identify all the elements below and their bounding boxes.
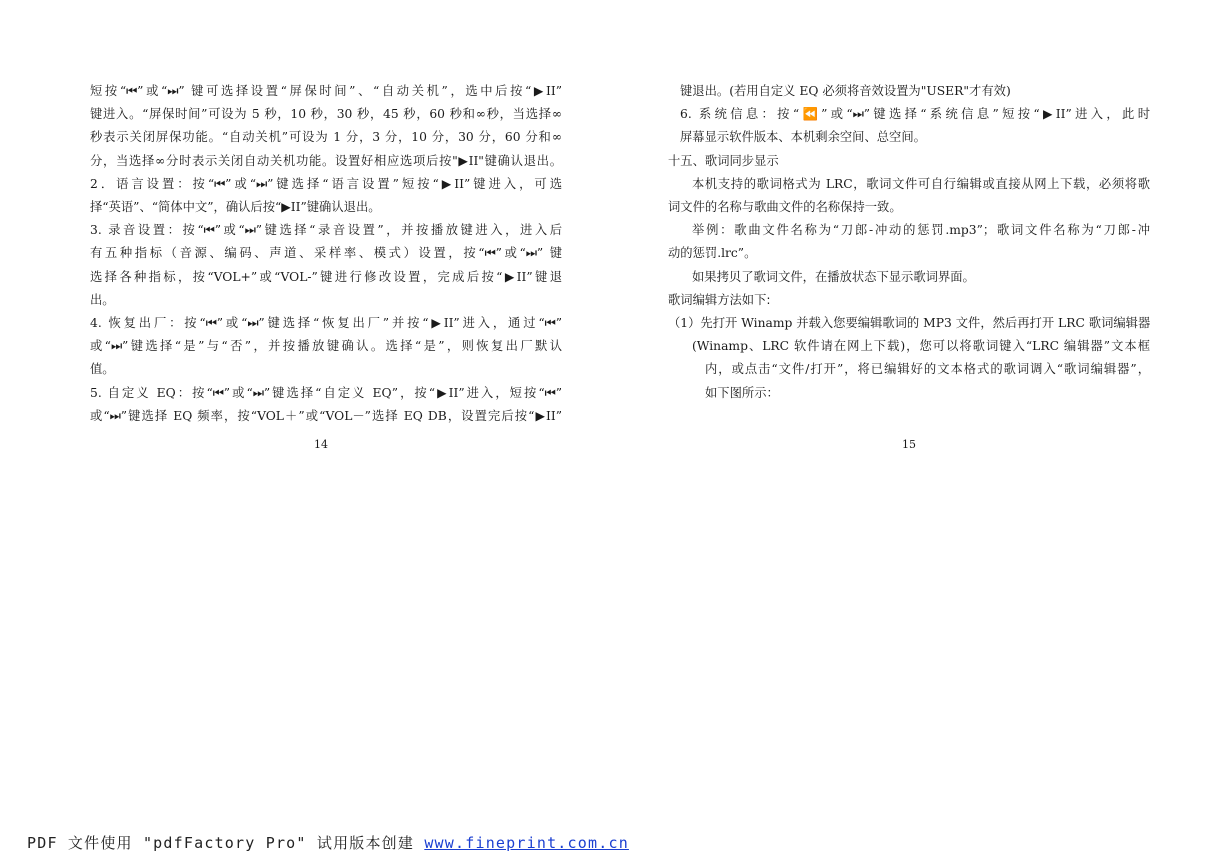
text-line: 如下图所示： [705,385,779,400]
text-line: 6. 系统信息：按“⏪”或“⏭”键选择“系统信息”短按“▶II”进入，此时 [680,107,1150,122]
text-line: （1）先打开 Winamp 并载入您要编辑歌词的 MP3 文件，然后再打开 LRC 歌词编辑器 [668,316,1150,331]
text-line: 屏幕显示软件版本、本机剩余空间、总空间。 [680,130,926,145]
text-line: 3. 录音设置：按“⏮”或“⏭”键选择“录音设置”，并按播放键进入，进入后 [90,223,562,238]
text-line: 5. 自定义 EQ：按“⏮”或“⏭”键选择“自定义 EQ”，按“▶II”进入，短按“⏮” [90,385,562,400]
text-line: 出。 [90,292,115,307]
text-line: 值。 [90,362,115,377]
text-line: 本机支持的歌词格式为 LRC，歌词文件可自行编辑或直接从网上下载，必须将歌 [692,176,1150,191]
section-heading: 十五、歌词同步显示 [668,153,779,168]
text-line: (Winamp、LRC 软件请在网上下载)，您可以将歌词键入“LRC 编辑器”文本框 [692,339,1150,354]
text-line: 键退出。(若用自定义 EQ 必须将音效设置为"USER"才有效) [680,84,1011,98]
text-line: 秒表示关闭屏保功能。“自动关机”可设为 1 分，3 分，10 分，30 分，60 分和∞ [90,130,562,145]
pdf-watermark-footer [27,832,629,853]
text-line: 分，当选择∞分时表示关闭自动关机功能。设置好相应选项后按"▶II"键确认退出。 [90,153,562,168]
left-page-body [90,80,562,428]
right-page-body [668,80,1150,405]
text-line: 2．语言设置：按“⏮”或“⏭”键选择“语言设置”短按“▶II”键进入，可选 [90,176,562,191]
page-number-left: 14 [314,438,328,451]
text-line: 择“英语”、“简体中文”，确认后按“▶II”键确认退出。 [90,200,381,215]
text-line: 短按“⏮”或“⏭” 键可选择设置“屏保时间”、“自动关机”，选中后按“▶II” [90,84,562,98]
page-number-right: 15 [902,438,916,451]
footer-text: PDF 文件使用 "pdfFactory Pro" 试用版本创建 [27,834,425,852]
text-line: 或“⏭”键选择 EQ 频率，按“VOL＋”或“VOL－”选择 EQ DB，设置完后按“▶II” [90,408,562,423]
text-line: 举例：歌曲文件名称为“刀郎-冲动的惩罚.mp3”；歌词文件名称为“刀郎-冲 [692,223,1150,238]
footer-link[interactable]: www.fineprint.com.cn [424,834,629,852]
subheading: 歌词编辑方法如下: [668,292,771,307]
text-line: 有五种指标（音源、编码、声道、采样率、模式）设置，按“⏮”或“⏭” 键 [90,246,562,261]
text-line: 词文件的名称与歌曲文件的名称保持一致。 [668,200,902,215]
text-line: 或“⏭”键选择“是”与“否”，并按播放键确认。选择“是”，则恢复出厂默认 [90,339,562,354]
text-line: 如果拷贝了歌词文件，在播放状态下显示歌词界面。 [692,269,975,284]
text-line: 选择各种指标，按“VOL+”或“VOL-”键进行修改设置，完成后按“▶II”键退 [90,269,562,284]
text-line: 内，或点击“文件/打开”，将已编辑好的文本格式的歌词调入“歌词编辑器”， [705,362,1150,377]
text-line: 键进入。“屏保时间”可设为 5 秒，10 秒，30 秒，45 秒，60 秒和∞秒，当选择∞ [90,107,562,122]
text-line: 4. 恢复出厂：按“⏮”或“⏭”键选择“恢复出厂”并按“▶II”进入，通过“⏮” [90,316,562,331]
text-line: 动的惩罚.lrc”。 [668,246,757,261]
